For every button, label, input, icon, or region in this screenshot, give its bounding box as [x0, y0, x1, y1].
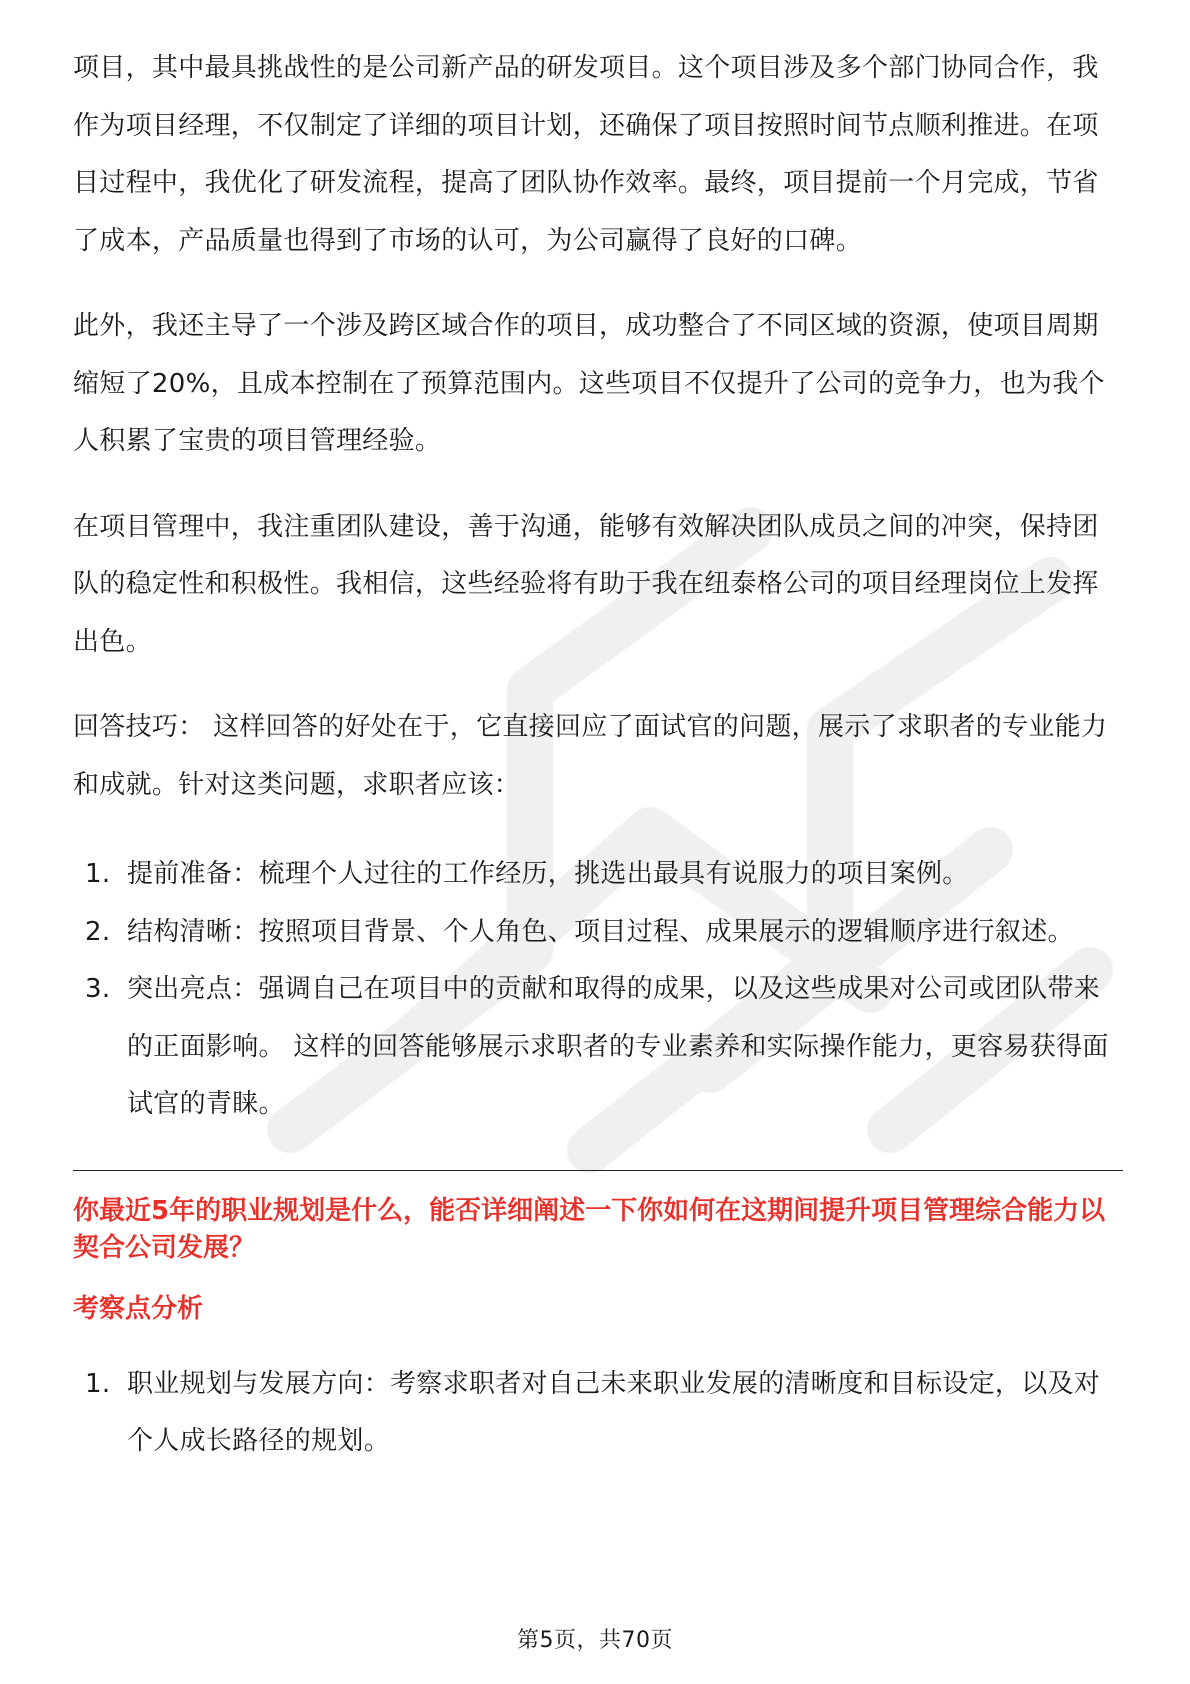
list-item	[73, 1356, 1123, 1471]
list-item-text: 提前准备：梳理个人过往的工作经历，挑选出最具有说服力的项目案例。	[127, 859, 969, 889]
list-item	[73, 846, 1123, 904]
list-item-number: 1.	[85, 1368, 111, 1399]
document-page	[73, 40, 1123, 1471]
paragraph-answer-tips: 回答技巧： 这样回答的好处在于，它直接回应了面试官的问题，展示了求职者的专业能力和成就。针对这类问题，求职者应该：	[73, 712, 1108, 800]
analysis-list	[73, 1356, 1123, 1471]
section-divider	[73, 1170, 1123, 1171]
paragraph-cross-region: 此外，我还主导了一个涉及跨区域合作的项目，成功整合了不同区域的资源，使项目周期缩短了20%，且成本控制在了预算范围内。这些项目不仅提升了公司的竞争力，也为我个人积累了宝贵的项目管理经验。	[73, 311, 1105, 456]
list-item-number: 2.	[85, 916, 111, 947]
list-item-number: 3.	[85, 974, 111, 1004]
list-item-number: 1.	[85, 859, 111, 889]
list-item	[73, 904, 1123, 962]
paragraph-project-challenge: 项目，其中最具挑战性的是公司新产品的研发项目。这个项目涉及多个部门协同合作，我作为项目经理，不仅制定了详细的项目计划，还确保了项目按照时间节点顺利推进。在项目过程中，我优化了研发流程，提高了团队协作效率。最终，项目提前一个月完成，节省了成本，产品质量也得到了市场的认可，为公司赢得了良好的口碑。	[73, 53, 1099, 256]
list-item-text: 结构清晰：按照项目背景、个人角色、项目过程、成果展示的逻辑顺序进行叙述。	[127, 916, 1074, 947]
paragraph-team-building: 在项目管理中，我注重团队建设，善于沟通，能够有效解决团队成员之间的冲突，保持团队的稳定性和积极性。我相信，这些经验将有助于我在纽泰格公司的项目经理岗位上发挥出色。	[73, 511, 1099, 657]
tips-list	[73, 846, 1123, 1134]
list-item-text: 职业规划与发展方向：考察求职者对自己未来职业发展的清晰度和目标设定，以及对个人成长路径的规划。	[127, 1368, 1101, 1456]
list-item-text: 突出亮点：强调自己在项目中的贡献和取得的成果，以及这些成果对公司或团队带来的正面影响。 这样的回答能够展示求职者的专业素养和实际操作能力，更容易获得面试官的青睐。	[127, 974, 1109, 1119]
analysis-heading: 考察点分析	[73, 1293, 204, 1324]
page-footer: 第5页，共70页	[517, 1628, 673, 1653]
interview-question-heading: 你最近5年的职业规划是什么，能否详细阐述一下你如何在这期间提升项目管理综合能力以契合公司发展？	[73, 1195, 1106, 1263]
list-item	[73, 961, 1123, 1134]
